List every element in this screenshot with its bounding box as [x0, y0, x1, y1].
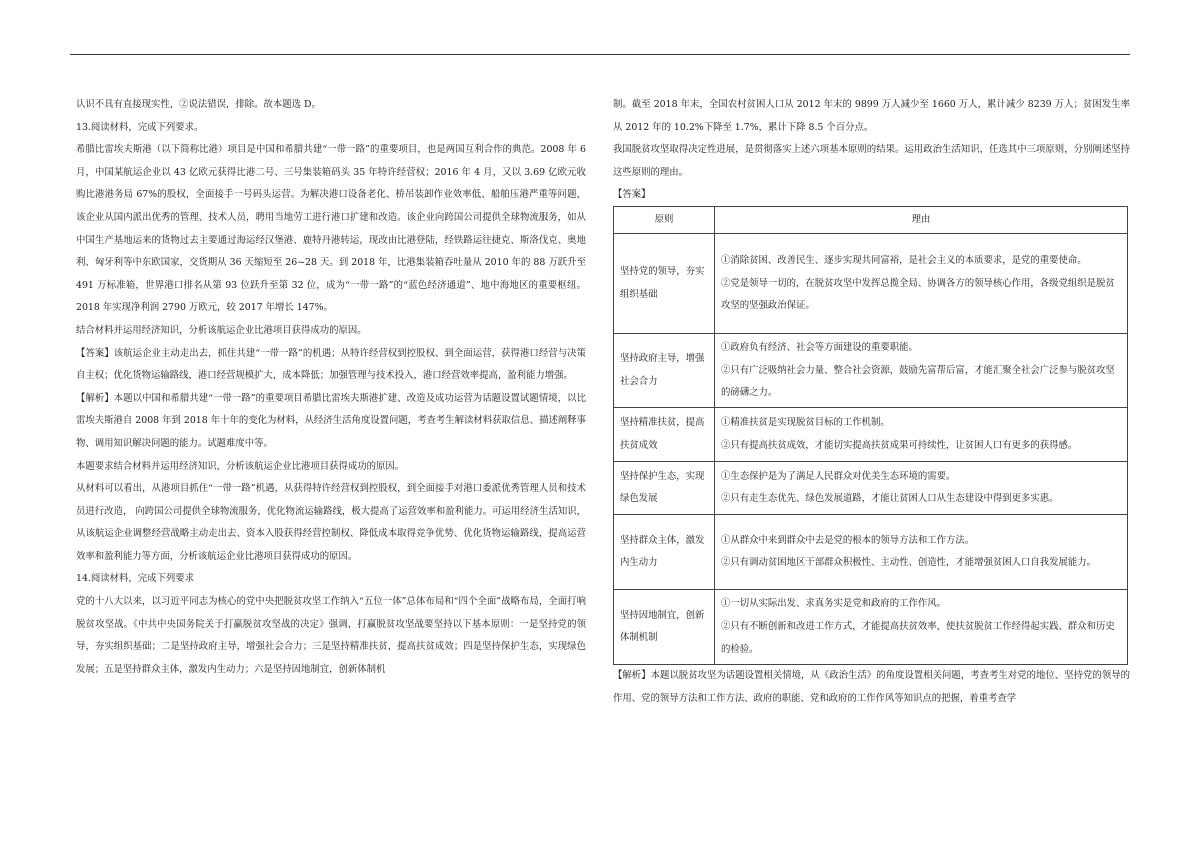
question-prompt: 结合材料并运用经济知识，分析该航运企业比港项目获得成功的原因。 [76, 324, 367, 336]
right-column [613, 94, 1130, 711]
reason-line: ①精准扶贫是实现脱贫目标的工作机制。 [721, 417, 890, 429]
table-header-principle: 原则 [614, 207, 715, 234]
principle-cell: 坚持群众主体，激发内生动力 [614, 515, 715, 590]
answer-label: 【答案】 [613, 189, 651, 201]
reason-cell [715, 462, 1128, 515]
paragraph: 党的十八大以来，以习近平同志为核心的党中央把脱贫攻坚工作纳入“五位一体”总体布局和“四个全面”战略布局，全面打响脱贫攻坚战。《中共中央国务院关于打赢脱贫攻坚战的决定》强调，打赢脱贫攻坚战要坚持以下基本原则：一是坚持党的领导，夯实组织基础；二是坚持政府主导，增强社会合力；三是坚持精准扶贫，提高扶贫成效；四是坚持保护生态，实现绿色发展；五是坚持群众主体，激发内生动力；六是坚持因地制宜，创新体制机 [76, 596, 586, 675]
analysis-paragraph: 【解析】本题以脱贫攻坚为话题设置相关情境，从《政治生活》的角度设置相关问题，考查考生对党的地位、坚持党的领导的作用、党的领导方法和工作方法、政府的职能、党和政府的工作作风等知识点的把握，着重考查学 [613, 670, 1130, 704]
reason-line: ②只有调动贫困地区干部群众积极性、主动性、创造性，才能增强贫困人口自我发展能力。 [721, 557, 1097, 569]
table-row [614, 234, 1128, 334]
paragraph: 制。截至 2018 年末，全国农村贫困人口从 2012 年末的 9899 万人减少至 1660 万人，累计减少 8239 万人；贫困发生率从 2012 年的 10.2%下降至 1.7%，累计下降 8.5 个百分点。 [613, 99, 1130, 133]
table-row [614, 334, 1128, 408]
table-row [614, 462, 1128, 515]
paragraph: 从材料可以看出，从港项目抓住“一带一路”机遇，从获得特许经营权到控股权，到全面接手对港口委派优秀管理人员和技术员进行改造， 向跨国公司提供全球物流服务，优化物流运输路线，极大提高了运营效率和盈利能力。可运用经济生活知识，从该航运企业调整经营战略主动走出去、资本入股获得经营控制权、降低成本取得竞争优势、优化货物运输路线，提高运营效率和盈利能力等方面，分析该航运企业比港项目获得成功的原因。 [76, 483, 586, 562]
table-row [614, 408, 1128, 462]
reason-line: ②只有不断创新和改进工作方式，才能提高扶贫效率，使扶贫脱贫工作经得起实践、群众和历史的检验。 [721, 621, 1115, 655]
reason-line: ①政府负有经济、社会等方面建设的重要职能。 [721, 341, 918, 353]
reason-line: ①一切从实际出发、求真务实是党和政府的工作作风。 [721, 598, 947, 610]
reason-cell [715, 234, 1128, 334]
question-13-heading: 13.阅读材料，完成下列要求。 [76, 121, 204, 133]
question-prompt: 我国脱贫攻坚取得决定性进展，是贯彻落实上述六项基本原则的结果。运用政治生活知识，任选其中三项原则，分别阐述坚持这些原则的理由。 [613, 144, 1130, 178]
principle-cell: 坚持党的领导，夯实组织基础 [614, 234, 715, 334]
reason-cell [715, 590, 1128, 665]
answer-table [613, 206, 1128, 665]
table-header-reason: 理由 [715, 207, 1128, 234]
reason-line: ①从群众中来到群众中去是党的根本的领导方法和工作方法。 [721, 534, 975, 546]
question-14-heading: 14.阅读材料，完成下列要求 [76, 573, 195, 585]
table-row [614, 590, 1128, 665]
principle-cell: 坚持精准扶贫，提高扶贫成效 [614, 408, 715, 462]
principle-cell: 坚持政府主导，增强社会合力 [614, 334, 715, 408]
principle-cell: 坚持因地制宜，创新体制机制 [614, 590, 715, 665]
reason-cell [715, 408, 1128, 462]
paragraph: 认识不具有直接现实性，②说法错误，排除。故本题选 D。 [76, 99, 321, 110]
reason-cell [715, 334, 1128, 408]
reason-cell [715, 515, 1128, 590]
reason-line: ②只有广泛吸纳社会力量、整合社会资源，鼓励先富帮后富，才能汇聚全社会广泛参与脱贫攻坚的磅礴之力。 [721, 364, 1115, 399]
answer-paragraph: 【答案】该航运企业主动走出去，抓住共建“一带一路”的机遇；从特许经营权到控股权、到全面运营，获得港口经营与决策自主权；优化货物运输路线，港口经营规模扩大，成本降低；加强管理与技术投入，港口经营效率提高，盈利能力增强。 [76, 347, 586, 382]
reason-line: ①消除贫困、改善民生、逐步实现共同富裕，是社会主义的本质要求，是党的重要使命。 [721, 254, 1087, 266]
analysis-paragraph: 【解析】本题以中国和希腊共建“一带一路”的重要项目希腊比雷埃夫斯港扩建、改造及成功运营为话题设置试题情境，以比雷埃夫斯港自 2008 年到 2018 年十年的变化为材料，从经济生活角度设置问题，考查考生解读材料获取信息、描述阐释事物、调用知识解决问题的能力。试题难度中等。 [76, 392, 586, 449]
paragraph: 希腊比雷埃夫斯港（以下简称比港）项目是中国和希腊共建“一带一路”的重要项目，也是两国互利合作的典范。2008 年 6 月，中国某航运企业以 43 亿欧元获得比港二号、三号集装箱码头 35 年特许经营权；2016 年 4 月，又以 3.69 亿欧元收购比港港务局 67%的股权，全面接手一号码头运营。为解决港口设备老化、桥吊装卸作业效率低、船舶压港严重等问题，该企业从国内派出优秀的管理、技术人员，聘用当地劳工进行港口扩建和改造。该企业向跨国公司提供全球物流服务，如从中国生产基地运来的货物过去主要通过海运经汉堡港、鹿特丹港转运，现改由比港登陆，经铁路运往捷克、斯洛伐克、奥地利、匈牙利等中东欧国家，交货期从 36 天缩短至 26~28 天。到 2018 年，比港集装箱吞吐量从 2010 年的 88 万跃升至 491 万标准箱，世界港口排名从第 93 位跃升至第 32 位，成为“一带一路”的“蓝色经济通道”、地中海地区的重要枢纽。2018 年实现净利润 2790 万欧元，较 2017 年增长 147%。 [76, 144, 586, 314]
paragraph: 本题要求结合材料并运用经济知识，分析该航运企业比港项目获得成功的原因。 [76, 460, 405, 472]
reason-line: ②党是领导一切的，在脱贫攻坚中发挥总揽全局、协调各方的领导核心作用，各级党组织是脱贫攻坚的坚强政治保证。 [721, 277, 1115, 312]
reason-line: ②只有走生态优先、绿色发展道路，才能让贫困人口从生态建设中得到更多实惠。 [721, 493, 1059, 505]
left-column [76, 94, 586, 681]
reason-line: ①生态保护是为了满足人民群众对优美生态环境的需要。 [721, 470, 956, 482]
principle-cell: 坚持保护生态，实现绿色发展 [614, 462, 715, 515]
reason-line: ②只有提高扶贫成效，才能切实提高扶贫成果可持续性，让贫困人口有更多的获得感。 [721, 439, 1078, 451]
header-rule [70, 54, 1130, 55]
table-row [614, 515, 1128, 590]
